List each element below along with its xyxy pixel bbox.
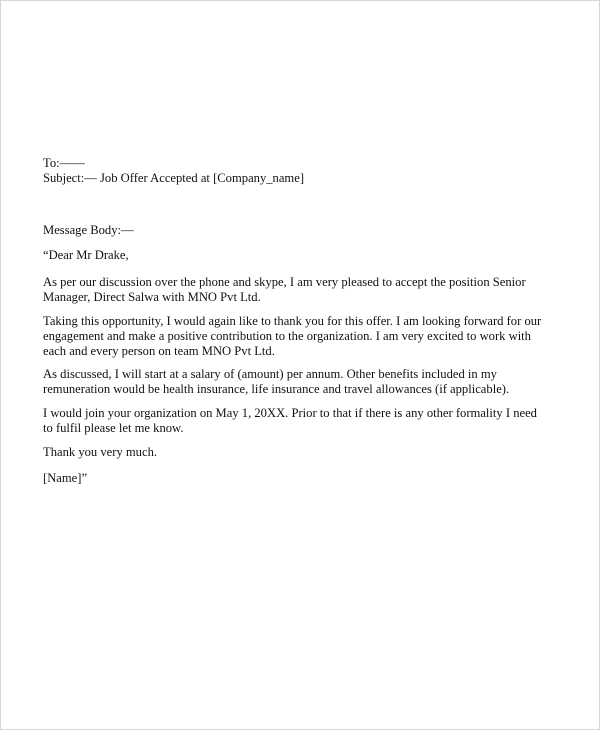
to-line: To:——: [43, 156, 85, 170]
paragraph-line: engagement and make a positive contribution to the organization. I am very excited to work with: [43, 329, 531, 343]
signature: [Name]”: [43, 471, 88, 485]
paragraph-acceptance: [43, 275, 573, 305]
paragraph-line: to fulfil please let me know.: [43, 421, 184, 435]
paragraph-line: Taking this opportunity, I would again like to thank you for this offer. I am looking forward for our: [43, 314, 542, 328]
paragraph-line: As discussed, I will start at a salary of (amount) per annum. Other benefits included in my: [43, 367, 497, 381]
subject-line: Subject:— Job Offer Accepted at [Company_name]: [43, 171, 305, 185]
paragraph-thanks: [43, 314, 573, 359]
paragraph-salary: [43, 367, 573, 397]
salutation: “Dear Mr Drake,: [43, 248, 129, 262]
paragraph-line: Manager, Direct Salwa with MNO Pvt Ltd.: [43, 290, 261, 304]
message-body-label: Message Body:—: [43, 223, 134, 237]
paragraph-line: As per our discussion over the phone and skype, I am very pleased to accept the position Senior: [43, 275, 526, 289]
paragraph-line: I would join your organization on May 1, 20XX. Prior to that if there is any other formality I need: [43, 406, 537, 420]
paragraph-line: remuneration would be health insurance, life insurance and travel allowances (if applicable).: [43, 382, 510, 396]
closing: Thank you very much.: [43, 445, 158, 459]
paragraph-joining: [43, 406, 573, 436]
paragraph-line: each and every person on team MNO Pvt Ltd.: [43, 344, 275, 358]
